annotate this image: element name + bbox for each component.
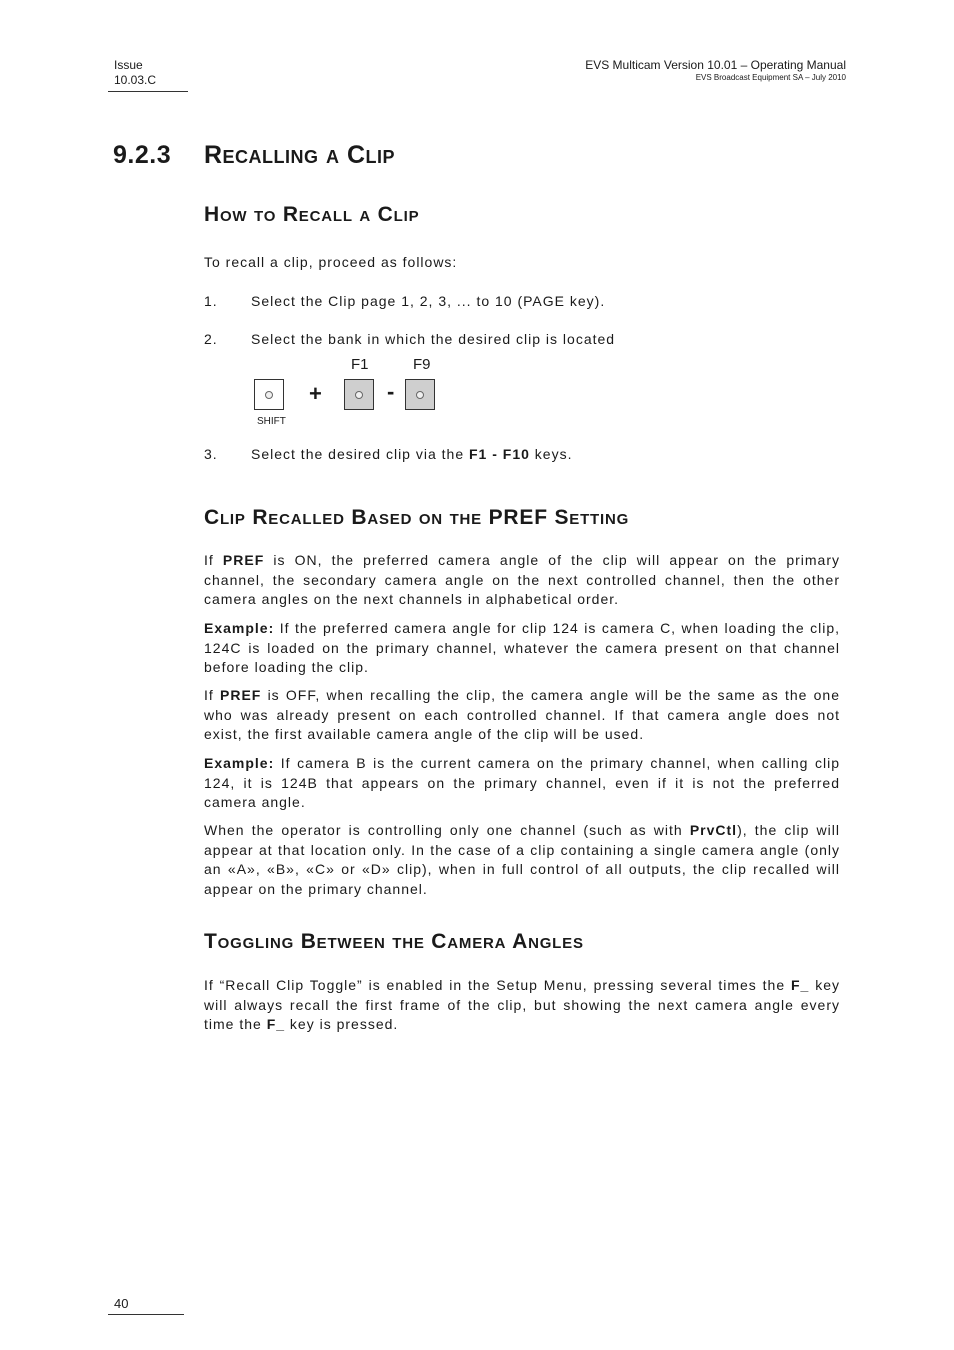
pref-paragraph-2: If PREF is OFF, when recalling the clip, the camera angle will be the same as the one who was already present on each controlled channel. If that camera angle does not exist, the first available camera angle of the clip will be used. [204, 687, 840, 742]
f1-key [344, 379, 374, 410]
pref-example-1: Example: If the preferred camera angle for clip 124 is camera C, when loading the clip, 124C is loaded on the primary channel, whatever the camera present on that channel before loading the clip. [204, 620, 840, 675]
led-icon [355, 391, 363, 399]
page-number: 40 [114, 1296, 129, 1311]
pref-paragraph-3: When the operator is controlling only one channel (such as with PrvCtl), the clip will appear at that location only. In the case of a clip containing a single camera angle (only an «A», «B», «C» or «D» clip), when in full control of all outputs, the clip recalled will appear on the primary channel. [204, 822, 840, 897]
pref-example-2: Example: If camera B is the current camera on the primary channel, when calling clip 124, it is 124B that appears on the primary channel, even if it is not the preferred camera angle. [204, 755, 840, 810]
section-title: Recalling a Clip [204, 141, 395, 169]
f9-key [405, 379, 435, 410]
publisher-line: EVS Broadcast Equipment SA – July 2010 [695, 73, 846, 82]
led-icon [265, 391, 273, 399]
footer-divider [108, 1314, 184, 1315]
intro-paragraph: To recall a clip, proceed as follows: [204, 254, 458, 270]
step-text: Select the bank in which the desired clip is located [251, 331, 616, 347]
shift-key-label: SHIFT [257, 416, 286, 427]
header-divider [108, 91, 188, 92]
section-number: 9.2.3 [113, 141, 172, 169]
shift-key [254, 379, 284, 410]
plus-sign: + [309, 381, 322, 406]
step-number: 2. [204, 331, 218, 347]
range-dash: - [387, 379, 395, 404]
f9-key-label: F9 [413, 356, 431, 373]
issue-label: Issue [114, 58, 143, 72]
led-icon [416, 391, 424, 399]
toggle-paragraph: If “Recall Clip Toggle” is enabled in the Setup Menu, pressing several times the F_ key will always recall the first frame of the clip, but showing the next camera angle every time the F_ key is pressed. [204, 977, 840, 1032]
step-number: 1. [204, 293, 218, 309]
subheading-toggling-angles: Toggling Between the Camera Angles [204, 930, 584, 953]
step-text: Select the Clip page 1, 2, 3, ... to 10 (PAGE key). [251, 293, 606, 309]
f1-key-label: F1 [351, 356, 369, 373]
subheading-pref-setting: Clip Recalled Based on the PREF Setting [204, 506, 630, 529]
step-number: 3. [204, 446, 218, 462]
pref-paragraph-1: If PREF is ON, the preferred camera angle of the clip will appear on the primary channel, the secondary camera angle on the next controlled channel, then the other camera angles on the next channels in alphabetical order. [204, 552, 841, 607]
issue-number: 10.03.C [114, 73, 157, 87]
subheading-how-to-recall: How to Recall a Clip [204, 203, 420, 226]
step-text: Select the desired clip via the F1 - F10 keys. [251, 446, 573, 462]
manual-title: EVS Multicam Version 10.01 – Operating Manual [585, 58, 846, 72]
header-right [585, 58, 846, 83]
issue-block [114, 58, 156, 88]
